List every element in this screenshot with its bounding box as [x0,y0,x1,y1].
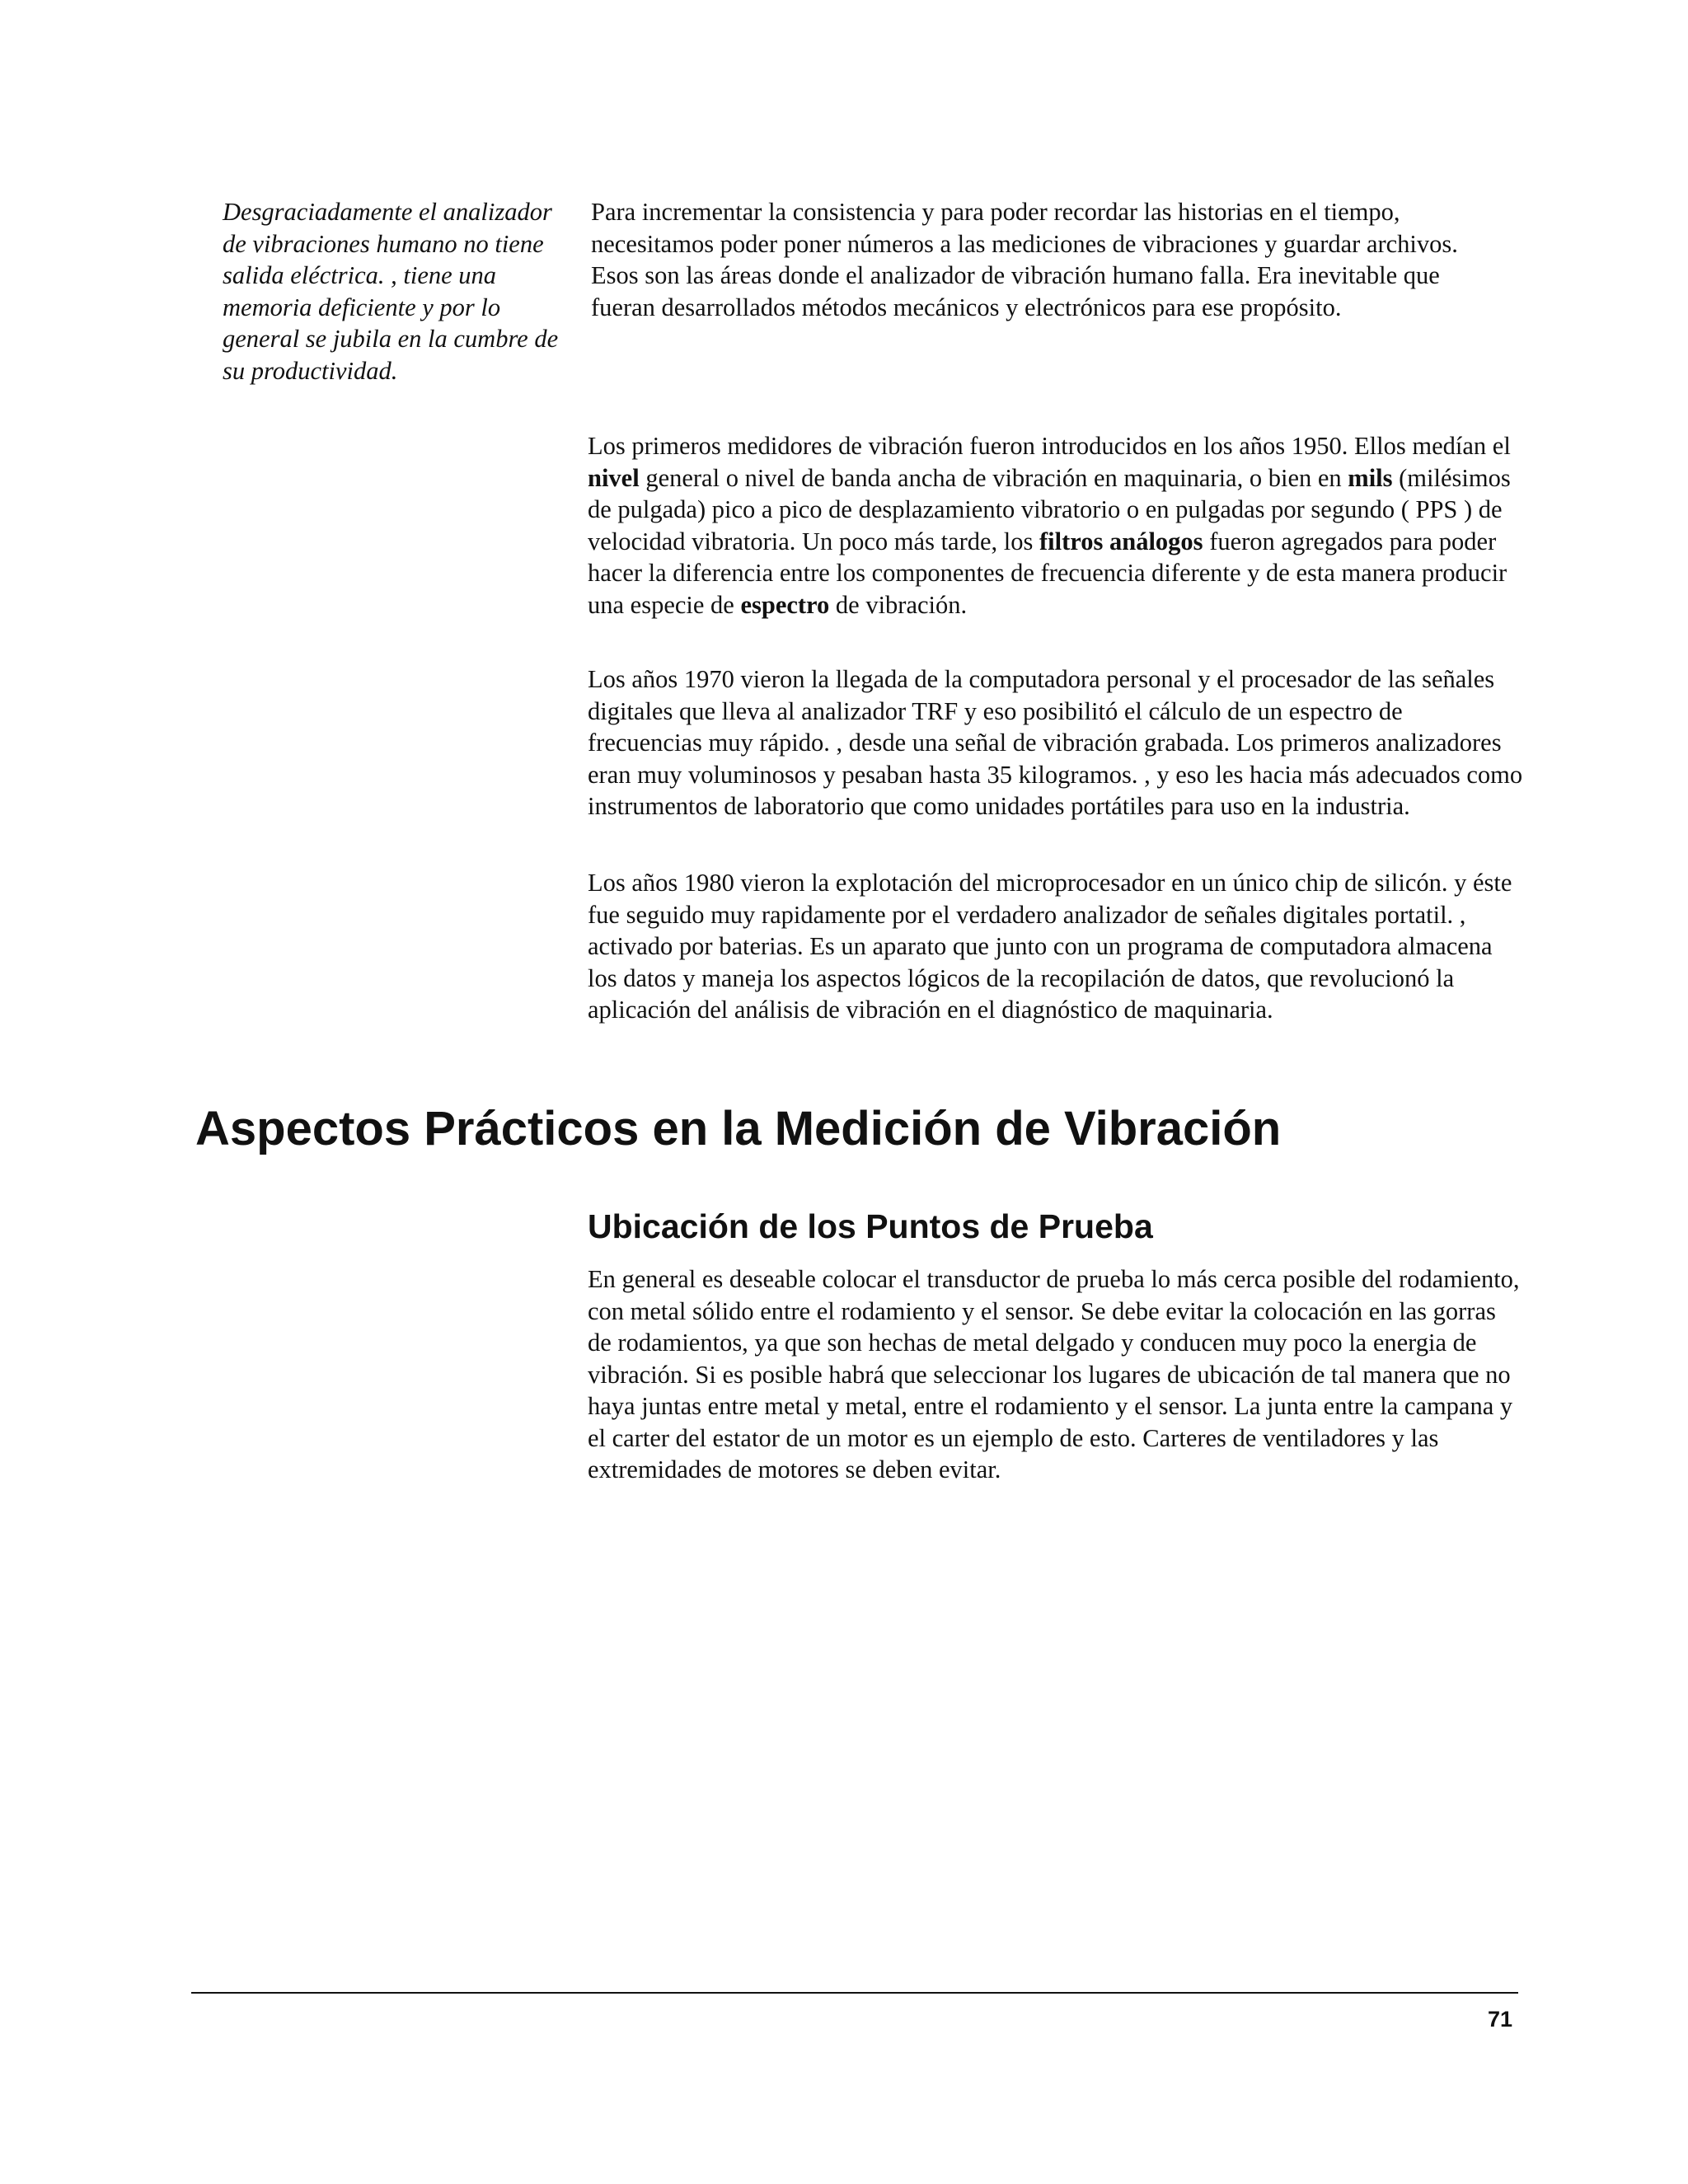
history-text: general o nivel de banda ancha de vibración en maquinaria, o bien en [639,463,1348,492]
page-number: 71 [1487,2007,1512,2032]
history-text: Los primeros medidores de vibración fueron introducidos en los años 1950. Ellos medían el [588,432,1511,460]
footer-rule [191,1992,1518,1994]
history-paragraph-1980s: Los años 1980 vieron la explotación del microprocesador en un único chip de silicón. y éste fue seguido muy rapidamente por el verdadero analizador de señales digitales portatil. , activado por baterias. Es un aparato que junto con un programa de computadora almacena los datos y maneja los aspectos lógicos de la recopilación de datos, que revolucionó la aplicación del análisis de vibración en el diagnóstico de maquinaria. [588,869,1512,1024]
term-mils: mils [1348,463,1393,492]
sidebar-note: Desgraciadamente el analizador de vibraciones humano no tiene salida eléctrica. , tiene una memoria deficiente y por lo general se jubila en la cumbre de su productividad. [223,198,559,385]
term-nivel: nivel [588,463,640,492]
history-paragraph-1950s [588,430,1523,621]
intro-paragraph: Para incrementar la consistencia y para poder recordar las historias en el tiempo, necesitamos poder poner números a las mediciones de vibraciones y guardar archivos. Esos son las áreas donde el analizador de vibración humano falla. Era inevitable que fueran desarrollados métodos mecánicos y electrónicos para ese propósito. [591,198,1458,321]
term-espectro: espectro [740,590,830,619]
history-text: (milésimos de pulgada) pico a pico de desplazamiento vibratorio o en pulgadas por segundo ( PPS ) de velocidad vibratoria. Un poco más tarde, los [588,463,1511,555]
history-paragraph-1970s: Los años 1970 vieron la llegada de la computadora personal y el procesador de las señales digitales que lleva al analizador TRF y eso posibilitó el cálculo de un espectro de frecuencias muy rápido. , desde una señal de vibración grabada. Los primeros analizadores eran muy voluminosos y pesaban hasta 35 kilogramos. , y eso les hacia más adecuados como instrumentos de laboratorio que como unidades portátiles para uso en la industria. [588,665,1523,820]
history-text: fueron agregados para poder hacer la diferencia entre los componentes de frecuencia diferente y de esta manera producir una especie de [588,527,1507,619]
subsection-paragraph: En general es deseable colocar el transductor de prueba lo más cerca posible del rodamiento, con metal sólido entre el rodamiento y el sensor. Se debe evitar la colocación en las gorras de rodamientos, ya que son hechas de metal delgado y conducen muy poco la energia de vibración. Si es posible habrá que seleccionar los lugares de ubicación de tal manera que no haya juntas entre metal y metal, entre el rodamiento y el sensor. La junta entre la campana y el carter del estator de un motor es un ejemplo de esto. Carteres de ventiladores y las extremidades de motores se deben evitar. [588,1265,1520,1483]
subsection-heading: Ubicación de los Puntos de Prueba [588,1207,1153,1245]
term-filtros-analogos: filtros análogos [1039,527,1203,555]
history-text: de vibración. [829,590,968,619]
section-heading: Aspectos Prácticos en la Medición de Vibración [195,1102,1282,1155]
